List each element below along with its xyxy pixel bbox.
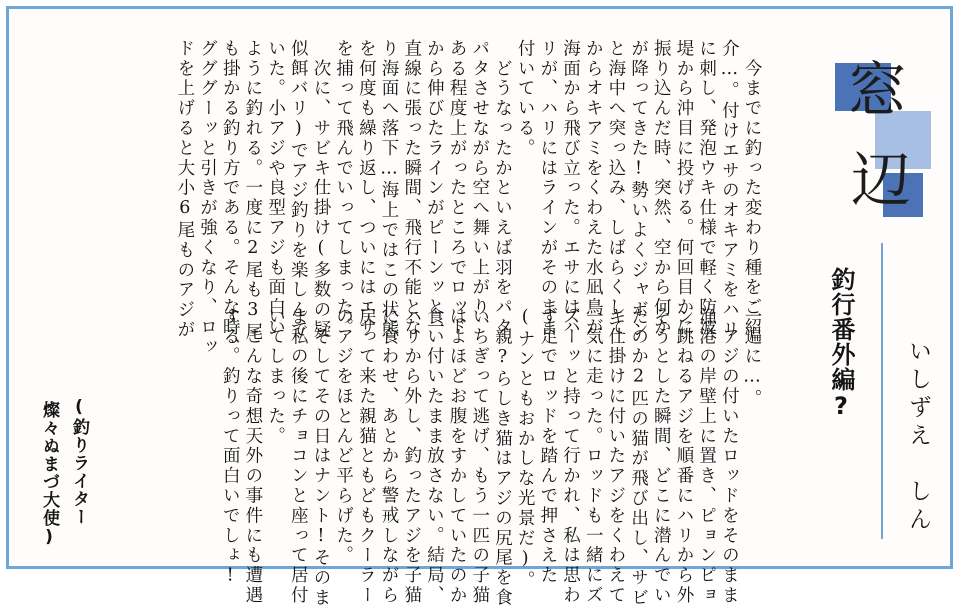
text-column: そうとした瞬間、どこに潜んでい	[651, 307, 672, 606]
text-column: パタさせながら空へ舞い上がり、	[469, 39, 490, 338]
section-title: 釣行番外編?	[827, 267, 855, 421]
text-column: ドを上げると大小6尾ものアジが	[174, 39, 195, 340]
text-column: り海面へ落下…海上ではこの状態	[379, 39, 399, 340]
text-column: からオキアミをくわえた水凪鳥が	[583, 39, 604, 338]
text-column: ハリから外し、釣ったアジを子猫	[401, 307, 422, 606]
column-title-char: 辺	[851, 146, 911, 216]
text-column: 戻って来た親猫ともどもクーラー	[356, 307, 377, 606]
text-column: 振り込んだ時、突然、空から何か	[651, 39, 672, 338]
author-name: いしずえ しん	[905, 339, 931, 535]
text-column: に食わせ、あとから警戒しながら	[379, 307, 399, 606]
text-column: こんな奇想天外の事件にも遭遇	[242, 307, 263, 606]
text-column: ま私の後にチョコンと座って居付	[288, 307, 309, 606]
text-column: 介…。付けエサのオキアミをハリ	[719, 39, 740, 340]
text-column: いてしまった。	[265, 307, 286, 447]
text-column: 次に、サビキ仕掛け(多数の疑	[310, 39, 331, 340]
text-column: ン跳ねるアジを順番にハリから外	[673, 307, 694, 606]
text-column: のアジをほとんど平らげた。	[333, 307, 354, 566]
text-column: と海中へ突っ込み、しばらくして	[605, 39, 626, 338]
text-column: そしてその日はナント!そのま	[310, 307, 331, 608]
text-column: も掛かる釣り方である。そんな時、	[220, 39, 241, 358]
column-title-char: 窓	[847, 56, 907, 126]
text-column: に刺し、発泡ウキ仕様で軽く防波	[696, 39, 717, 338]
text-column: いちぎって逃げ、もう一匹の子猫	[469, 307, 490, 606]
text-column: ある程度上がったところでロッド	[447, 39, 468, 338]
text-column: 海面から飛び立った。エサにはハ	[560, 39, 581, 338]
text-column: を何度も繰り返し、ついにはエサ	[356, 39, 377, 338]
text-column: 一気に走った。ロッドも一緒にズ	[583, 307, 604, 606]
signature-name: 燦々ぬまづ大使)	[39, 401, 59, 548]
text-column: が降ってきた!勢いよくジャボン	[628, 39, 649, 340]
text-column: ように釣れる。一度に2尾も3尾	[242, 39, 263, 343]
text-column: (ナンともおかしな光景だ)。	[515, 307, 536, 591]
text-column: を捕って飛んでいってしまった。	[333, 39, 354, 338]
text-column: から伸びたラインがピーンッと一	[424, 39, 445, 338]
text-column: リが、ハリにはラインがそのまま	[537, 39, 558, 338]
article-frame	[6, 6, 953, 608]
text-column: 似餌バリ)でアジ釣りを楽しんで	[288, 39, 309, 340]
text-column: たのか2匹の猫が飛び出し、サビ	[628, 307, 649, 608]
text-column: 漁港の岸壁上に置き、ピョンピョ	[696, 307, 717, 606]
text-column: 付いている。	[515, 39, 536, 159]
text-column: アジの付いたロッドをそのまま	[719, 307, 740, 606]
text-column: どうなったかといえば羽をパタ	[492, 39, 513, 338]
text-column: 今までに釣った変わり種をご紹	[742, 39, 762, 338]
text-column: 直線に張った瞬間、飛行不能とな	[401, 39, 422, 338]
text-column: ズーッと持って行かれ、私は思わ	[560, 307, 581, 606]
signature-role: (釣りライター	[69, 397, 89, 526]
column-title-block	[827, 49, 937, 219]
text-column: 食い付いたまま放さない。結局、	[424, 307, 445, 606]
author-signature	[31, 397, 101, 562]
text-column: キ仕掛けに付いたアジをくわえて	[605, 307, 626, 606]
text-column: 親?らしき猫はアジの尻尾を食	[492, 307, 513, 608]
text-column: ず足でロッドを踏んで押さえた	[537, 307, 558, 586]
text-column: はよほどお腹をすかしていたのか	[447, 307, 468, 606]
text-column: 一遍に…。	[742, 307, 762, 409]
text-column: グググーッと引きが強くなり、ロッ	[197, 39, 218, 358]
article-bottom-block	[220, 307, 762, 608]
text-column: する。釣りって面白いでしょ!	[220, 307, 241, 589]
text-column: いた。小アジや良型アジも面白い	[265, 39, 286, 338]
text-column: 堤から沖目に投げる。何回目かに	[673, 39, 694, 338]
heading-divider	[881, 243, 883, 539]
